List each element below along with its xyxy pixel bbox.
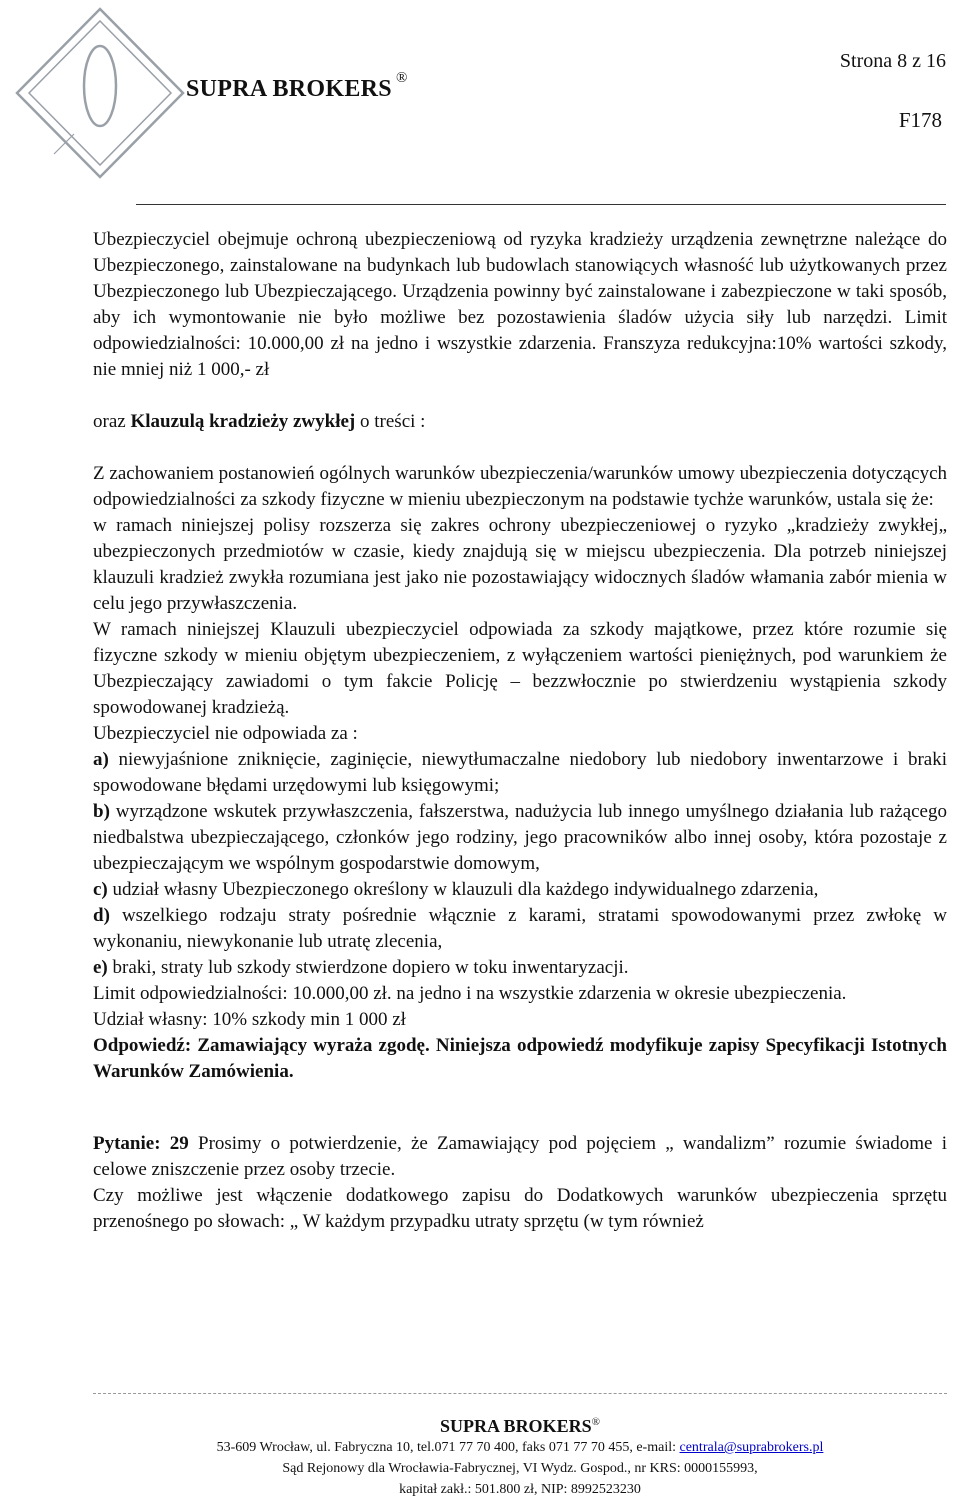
answer: Odpowiedź: Zamawiający wyraża zgodę. Niniejsza odpowiedź modyfikuje zapisy Specyfikacji Istotnych Warunków Zamówienia. (93, 1035, 947, 1082)
company-logo (14, 6, 186, 180)
clause-liability: W ramach niniejszej Klauzuli ubezpieczyciel odpowiada za szkody majątkowe, przez które rozumie się fizyczne szkody w mieniu objętym ubezpieczeniem, z wyłączeniem wartości pieniężnych, pod warunkiem że Ubezpieczający zawiadomi o tym fakcie Policję – bezzwłocznie po stwierdzeniu wystąpienia szkody spowodowanej kradzieżą. (93, 619, 947, 718)
exclusion-item: c) udział własny Ubezpieczonego określony w klauzuli dla każdego indywidualnego zdarzenia, (93, 879, 819, 900)
clause-intro: oraz Klauzulą kradzieży zwykłej o treści : (93, 411, 426, 432)
page-number: Strona 8 z 16 (839, 50, 946, 72)
question-29: Pytanie: 29 Prosimy o potwierdzenie, że Zamawiający pod pojęciem „ wandalizm” rozumie świadome i celowe zniszczenie przez osoby trzecie. (93, 1133, 947, 1180)
exclusion-item: d) wszelkiego rodzaju straty pośrednie włącznie z karami, stratami spowodowanymi przez zwłokę w wykonaniu, niewykonanie lub utratę zlecenia, (93, 905, 947, 952)
exclusions-heading: Ubezpieczyciel nie odpowiada za : (93, 723, 358, 744)
clause-conditions: Z zachowaniem postanowień ogólnych warunków ubezpieczenia/warunków umowy ubezpieczenia dotyczących odpowiedzialności za szkody fizyczne w mieniu ubezpieczonym na podstawie tychże warunków, ustala się że: (93, 463, 947, 510)
liability-limit: Limit odpowiedzialności: 10.000,00 zł. na jedno i na wszystkie zdarzenia w okresie ubezpieczenia. (93, 983, 847, 1004)
header-brand: SUPRA BROKERS ® (186, 70, 408, 102)
footer-court: Sąd Rejonowy dla Wrocławia-Fabrycznej, VI Wydz. Gospod., nr KRS: 0000155993, (282, 1461, 758, 1476)
clause-scope: w ramach niniejszej polisy rozszerza się zakres ochrony ubezpieczeniowej o ryzyko „kradzieży zwykłej„ ubezpieczonych przedmiotów w czasie, kiedy znajdują się w miejscu ubezpieczenia. Dla potrzeb niniejszej klauzuli kradzież zwykła rozumiana jest jako nie pozostawiający widocznych śladów włamania zabór mienia w celu jego przywłaszczenia. (93, 515, 947, 614)
clause-name: Klauzulą kradzieży zwykłej (130, 411, 356, 432)
exclusion-item: e) braki, straty lub szkody stwierdzone dopiero w toku inwentaryzacji. (93, 957, 629, 978)
page-footer (93, 1412, 947, 1500)
deductible: Udział własny: 10% szkody min 1 000 zł (93, 1009, 406, 1030)
exclusion-item: b) wyrządzone wskutek przywłaszczenia, fałszerstwa, nadużycia lub innego umyślnego działania lub rażącego niedbalstwa ubezpieczającego, członków jego rodziny, jego pracowników albo innej osoby, która pozostaje z ubezpieczającym we wspólnym gospodarstwie domowym, (93, 801, 947, 874)
footer-brand: SUPRA BROKERS® (440, 1416, 600, 1436)
question-label: Pytanie: 29 (93, 1133, 189, 1154)
theft-coverage-paragraph: Ubezpieczyciel obejmuje ochroną ubezpieczeniową od ryzyka kradzieży urządzenia zewnętrzne należące do Ubezpieczonego, zainstalowane na budynkach lub budowlach stanowiących własność lub użytkowanych przez Ubezpieczonego lub Ubezpieczającego. Urządzenia powinny być zainstalowane i zabezpieczone w taki sposób, aby ich wymontowanie nie było możliwe bez pozostawienia śladów użycia siły lub narzędzi. Limit odpowiedzialności: 10.000,00 zł na jedno i wszystkie zdarzenia. Franszyza redukcyjna:10% wartości szkody, nie mniej niż 1 000,- zł (93, 229, 947, 380)
footer-divider (93, 1393, 947, 1394)
header-divider (136, 204, 946, 205)
email-link[interactable]: centrala@suprabrokers.pl (679, 1440, 824, 1455)
exclusion-item: a) niewyjaśnione zniknięcie, zaginięcie, niewytłumaczalne niedobory lub niedobory inwentarzowe i braki spowodowane błędami urzędowymi lub księgowymi; (93, 749, 947, 796)
form-code: F178 (898, 108, 942, 132)
document-body (93, 227, 947, 1235)
footer-address: 53-609 Wrocław, ul. Fabryczna 10, tel.071 77 70 400, faks 071 77 70 455, e-mail: centrala@suprabrokers.pl (216, 1440, 824, 1455)
footer-capital: kapitał zakł.: 501.800 zł, NIP: 8992523230 (399, 1482, 641, 1497)
question-29-continued: Czy możliwe jest włączenie dodatkowego zapisu do Dodatkowych warunków ubezpieczenia sprzętu przenośnego po słowach: „ W każdym przypadku utraty sprzętu (w tym również (93, 1185, 947, 1232)
